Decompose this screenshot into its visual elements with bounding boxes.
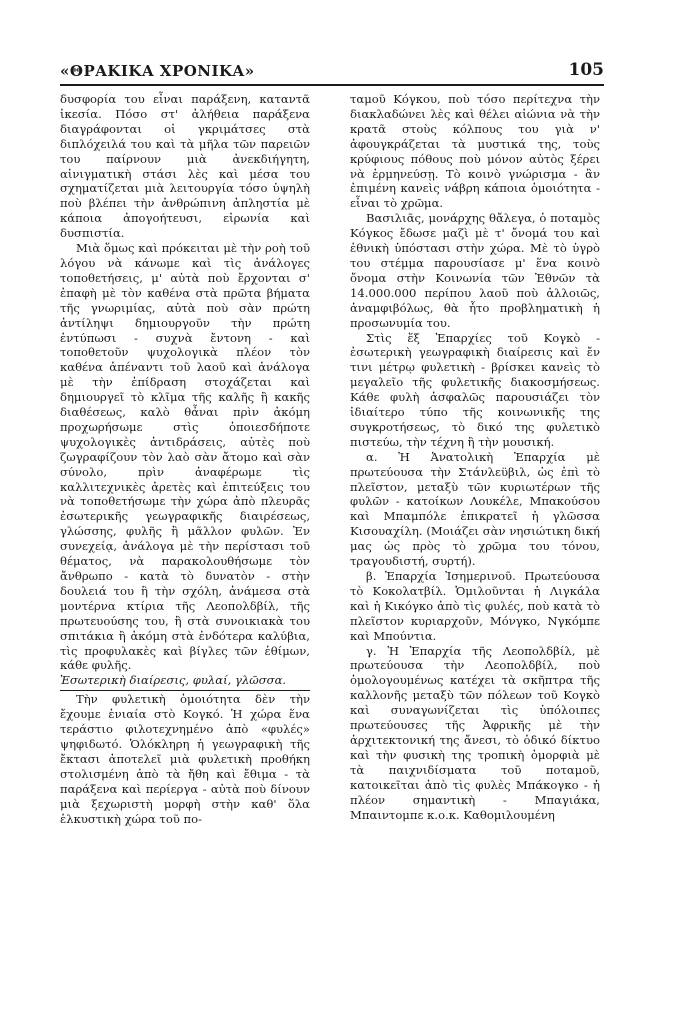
section-heading: Ἐσωτερικὴ διαίρεσις, φυλαί, γλῶσσα.	[60, 673, 287, 688]
section-divider	[60, 690, 310, 691]
paragraph: α. Ἡ Ἀνατολικὴ Ἐπαρχία μὲ πρωτεύουσα τὴν Στάνλεϋβιλ, ὡς ἐπὶ τὸ πλεῖστον, μεταξὺ τῶν κυριωτέρων τῆς φυλῶν - κατοίκων Λουκέλε, Μπακούσου καὶ Μπαμπόλε ἐπικρατεῖ ἡ γλῶσσα Κισουαχίλη. (Μοιάζει σὰν νησιώτικη δική μας ὡς πρὸς τὸ χρῶμα του τόνου, τραγουδιστή, συρτή).	[350, 449, 600, 569]
paragraph: ταμοῦ Κόγκου, ποὺ τόσο περίτεχνα τὴν διακλαδώνει λὲς καὶ θέλει αἰώνια νὰ τὴν κρατᾶ στοὺς κόλπους του γιὰ ν' ἀφουγκράζεται τὰ μυστικά της, τοὺς κρύφιους πόθους ποὺ μόνον αὐτὸς ξέρει νὰ ἑρμηνεύσῃ. Τὸ κοινὸ γνώρισμα - ἂν ἐπιμένη κανεὶς νάβρη κάποια ὁμοιότητα - εἶναι τὸ χρῶμα.	[350, 92, 600, 211]
paragraph: γ. Ἡ Ἐπαρχία τῆς Λεοπολδβίλ, μὲ πρωτεύουσα τὴν Λεοπολδβίλ, ποὺ ὁμολογουμένως κατέχει τὰ σκῆπτρα τῆς καλλονῆς μεταξὺ τῶν πόλεων τοῦ Κογκὸ καὶ συναγωνίζεται τὶς ὑπόλοιπες πρωτεύουσες τῆς Ἀφρικῆς μὲ τὴν ἀρχιτεκτονική της ἄνεσι, τὸ ὁδικό δίκτυο καὶ τὴν φυσικὴ της τροπικὴ ὁμορφιὰ μὲ τὰ παιχνιδίσματα τοῦ ποταμοῦ, κατοικεῖται ἀπὸ τὶς φυλὲς Μπάκογκο - ἡ πλέον σημαντικὴ - Μπαγιάκα, Μπαιντομπε κ.ο.κ. Καθομιλουμένη	[350, 643, 600, 822]
running-title: «ΘΡΑΚΙΚΑ ΧΡΟΝΙΚΑ»	[60, 62, 255, 80]
header-rule	[60, 84, 604, 86]
page-header	[60, 60, 604, 84]
paragraph: Στὶς ἕξ Ἐπαρχίες τοῦ Κογκὸ - ἐσωτερικὴ γεωγραφικὴ διαίρεσις καὶ ἔν τινι μέτρῳ φυλετικὴ - βρίσκει κανεὶς τὸ μεγαλεῖο τῆς φυλετικῆς διακοσμήσεως. Κάθε φυλὴ ἀσφαλῶς παρουσιάζει τὸν ἰδιαίτερο τύπο τῆς κοινωνικῆς της συγκροτήσεως, τὸ δικό της φυλετικὸ πιστεύω, τὴν τέχνη ἢ τὴν μουσική.	[350, 330, 600, 449]
left-column	[60, 92, 310, 826]
paragraph: Μιὰ ὅμως καὶ πρόκειται μὲ τὴν ροὴ τοῦ λόγου νὰ κάνωμε καὶ τὶς ἀνάλογες τοποθετήσεις, μ' αὐτὰ ποὺ ἔρχονται σ' ἐπαφὴ μὲ τὸν καθένα στὰ πρῶτα βήματα τῆς γνωριμίας, αὐτὰ ποὺ σὰν πρώτη ἀντίληψι δημιουργοῦν τὴν πρώτη ἐντύπωσι - συχνὰ ἔντονη - καὶ τοποθετοῦν ψυχολογικὰ πλέον τὸν καθένα ἀπέναντι τοῦ λαοῦ καὶ ἀνάλογα μὲ τὴν ἐπίδραση στοχάζεται καὶ δημιουργεῖ τὸ κλῖμα τῆς καλῆς ἢ κακῆς διαθέσεως, καλὸ θἆναι πρὶν ἀκόμη προχωρήσωμε στὶς ὁποιεσδήποτε ψυχολογικὲς ἀντιδράσεις, αὐτὲς ποὺ ζωγραφίζουν τὸν λαὸ σὰν ἄτομο καὶ σὰν σύνολο, πρὶν ἀναφέρωμε τὶς καλλιτεχνικὲς ἀρετὲς καὶ ἐπιτεύξεις του νὰ τοποθετήσωμε τὴν χώρα ἀπὸ πλευρᾶς ἐσωτερικῆς γεωγραφικῆς διαιρέσεως, γλώσσης, φυλῆς ἢ μᾶλλον φυλῶν. Ἐν συνεχείᾳ, ἀνάλογα μὲ τὴν περίστασι τοῦ θέματος, νὰ παρακολουθήσωμε τὸν ἄνθρωπο - κατὰ τὸ δυνατὸν - στὴν δουλειά του ἢ τὴν σχόλη, ἀνάμεσα στὰ μοντέρνα κτίρια τῆς Λεοπολδβίλ, τῆς πρωτευούσης του, ἢ στὰ συνοικιακὰ του σπιτάκια ἢ ἀκόμη στὰ ἐνδότερα καλύβια, τὶς προφυλακὲς καὶ βίγλες τῶν ἐθίμων, κάθε φυλῆς.	[60, 241, 310, 673]
paragraph: β. Ἐπαρχία Ἰσημερινοῦ. Πρωτεύουσα τὸ Κοκολατβίλ. Ὁμιλοῦνται ἡ Λιγκάλα καὶ ἡ Κικόγκο ἀπὸ τὶς φυλές, ποὺ κατὰ τὸ πλεῖστον κυριαρχοῦν, Μόνγκο, Νγκόμπε καὶ Μπούντια.	[350, 569, 600, 643]
paragraph: Τὴν φυλετικὴ ὁμοιότητα δὲν τὴν ἔχουμε ἑνιαία στὸ Κογκό. Ἡ χώρα ἕνα τεράστιο φιλοτεχνημένο ἀπὸ «φυλές» ψηφιδωτό. Ὁλόκληρη ἡ γεωγραφικὴ τῆς ἔκτασι ἀποτελεῖ μιὰ φυλετικὴ προθήκη στολισμένη ἀπὸ τὰ ἤθη καὶ ἔθιμα - τὰ παράξενα καὶ περίεργα - αὐτὰ ποὺ δίνουν μιὰ ξεχωριστὴ μορφὴ στὴν καθ' ὅλα ἑλκυστικὴ χώρα τοῦ πο-	[60, 692, 310, 826]
page-number: 105	[568, 60, 604, 80]
right-column	[350, 92, 600, 822]
paragraph: Βασιλιᾶς, μονάρχης θἄλεγα, ὁ ποταμὸς Κόγκος ἔδωσε μαζὶ μὲ τ' ὄνομά του καὶ ἐθνικὴ ὑπόστασι στὴν χώρα. Μὲ τὸ ὑγρὸ του στέμμα παρουσίασε μ' ἕνα κοινὸ ὄνομα στὴν Κοινωνία τῶν Ἐθνῶν τὰ 14.000.000 περίπου λαοῦ ποὺ ἀλλοιῶς, ἀναμφιβόλως, θὰ ἦτο προβληματικὴ ἡ προσωνυμία του.	[350, 211, 600, 330]
paragraph: δυσφορία του εἶναι παράξενη, καταντᾶ ἱκεσία. Πόσο στ' ἀλήθεια παράξενα διαγράφονται οἱ γκριμάτσες στὰ διπλόχειλά του καὶ τὰ μῆλα τῶν παρειῶν του παίρνουν μιὰ ἀνεκδιήγητη, αἰνιγματικὴ στάσι λὲς καὶ μέσα του σχηματίζεται μιὰ λειτουργία τόσο ὑψηλὴ ποὺ βλέπει τὴν ἀνθρώπινη ἀπληστία μὲ κάποια ἀπογοήτευσι, εἰρωνία καὶ δυσπιστία.	[60, 92, 310, 241]
